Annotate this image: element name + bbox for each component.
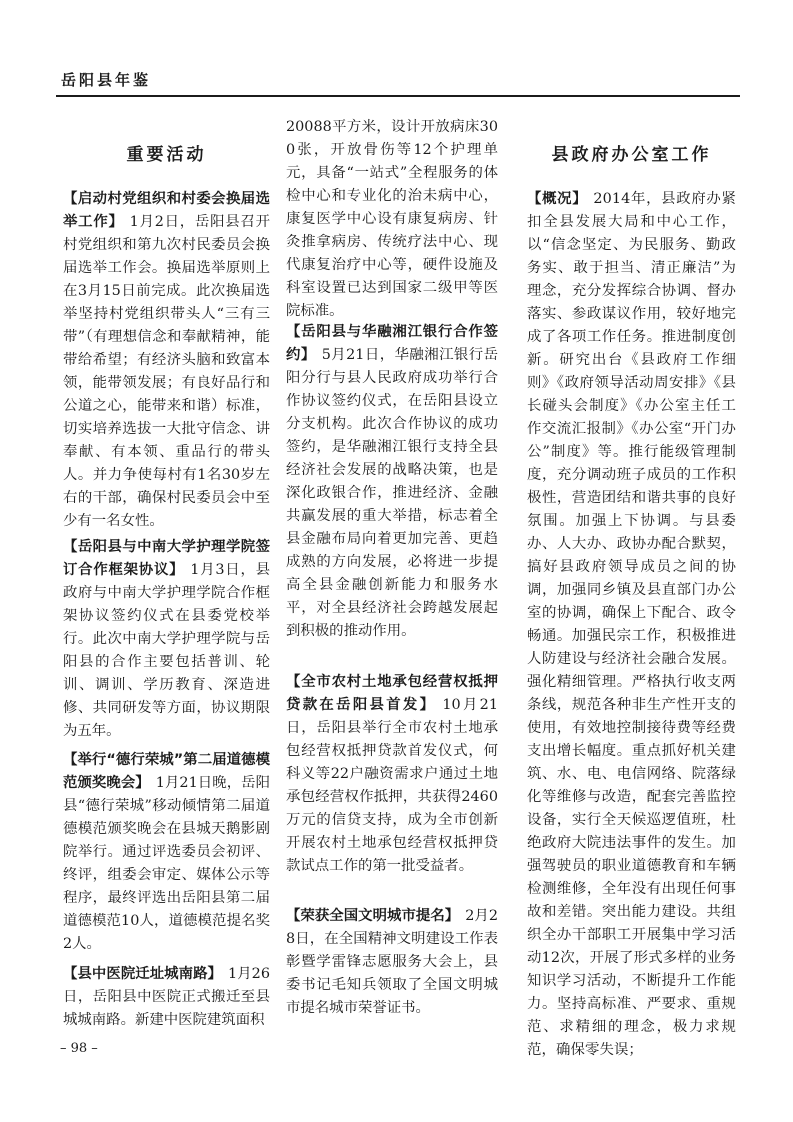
entry-body: 1月2日，岳阳县召开村党组织和第九次村民委员会换届选举工作会。换届选举原则上在3月15日前完成。此次换届选举坚持村党组织带头人“三有三带”（有理想信念和奉献精神，能带给希望；有经济头脑和致富本领，能带领发展；有良好品行和公道之心，能带来和谐）标准，切实培养选拔一大批守信念、讲奉献、有本领、重品行的带头人。并力争使每村有1名30岁左右的干部，确保村民委员会中至少有一名女性。 (63, 214, 270, 529)
entry-body: 1月3日，县政府与中南大学护理学院合作框架协议签约仪式在县委党校举行。此次中南大学护理学院与岳阳县的合作主要包括普训、轮训、调训、学历教育、深造进修、共同研发等方面，协议期限为五年。 (63, 562, 270, 739)
entry-nursing-school-agreement (63, 536, 270, 743)
entry-body: 2014年，县政府办紧扣全县发展大局和中心工作，以“信念坚定、为民服务、勤政务实、敢于担当、清正廉洁”为理念，充分发挥综合协调、督办落实、参政谋议作用，较好地完成了各项工作任务。推进制度创新。研究出台《县政府工作细则》《政府领导活动周安排》《县长碰头会制度》《办公室主任工作交流汇报制》《办公室“开门办公”制度》等。推行能级管理制度，充分调动班子成员的工作积极性，营造团结和谐共事的良好氛围。加强上下协调。与县委办、人大办、政协办配合默契，搞好县政府领导成员之间的协调，加强同乡镇及县直部门办公室的协调，确保上下配合、政令畅通。加强民宗工作，积极推进人防建设与经济社会融合发展。强化精细管理。严格执行收支两条线，规范各种非生产性开支的使用，有效地控制接待费等经费支出增长幅度。重点抓好机关建筑、水、电、电信网络、院落绿化等维修与改造，配套完善监控设备，实行全天候巡逻值班，杜绝政府大院违法事件的发生。加强驾驶员的职业道德教育和车辆检测维修，全年没有出现任何事故和差错。突出能力建设。共组织全办干部职工开展集中学习活动12次，开展了形式多样的业务知识学习活动，不断提升工作能力。坚持高标准、严要求、重规范、求精细的理念，极力求规范，确保零失误； (527, 191, 736, 1058)
entry-title: 【举行“德行荣城”第二届道德模范颁奖晚会】 (63, 752, 270, 791)
entry-office-overview (527, 188, 736, 1062)
entry-title: 【岳阳县与华融湘江银行合作签约】 (286, 324, 498, 363)
entry-title: 【全市农村土地承包经营权抵押贷款在岳阳县首发】 (286, 674, 498, 713)
entry-village-election (63, 188, 270, 533)
entry-title: 【县中医院迁址城南路】 (63, 966, 222, 982)
entry-tcm-hospital-relocation (63, 963, 270, 1032)
entry-bank-cooperation (286, 321, 498, 643)
entry-title: 【概况】 (527, 191, 588, 207)
entry-land-mortgage-loan (286, 671, 498, 878)
entry-tcm-hospital-relocation-continued (286, 116, 498, 323)
entry-civilized-city-nomination (286, 905, 498, 1020)
entry-body-continued: 20088平方米，设计开放病床300张，开放骨伤等12个护理单元，具备“一站式”全程服务的体检中心和专业化的治未病中心，康复医学中心设有康复病房、针灸推拿病房、传统疗法中心、现代康复治疗中心等，硬件设施及科室设置已达到国家二级甲等医院标准。 (286, 119, 498, 319)
entry-title: 【岳阳县与中南大学护理学院签订合作框架协议】 (63, 539, 270, 578)
section-heading-important-events: 重要活动 (126, 145, 207, 165)
entry-title: 【荣获全国文明城市提名】 (286, 908, 460, 924)
entry-body: 1月21日晚，岳阳县“德行荣城”移动倾情第二届道德模范颁奖晚会在县城天鹅影剧院举行。通过评选委员会初评、终评，组委会审定、媒体公示等程序，最终评选出岳阳县第二届道德模范10人，道德模范提名奖2人。 (63, 775, 270, 952)
running-header-title: 岳阳县年鉴 (61, 71, 152, 89)
entry-body: 1月26日，岳阳县中医院正式搬迁至县城城南路。新建中医院建筑面积 (63, 966, 270, 1028)
page-number: – 98 – (60, 1041, 98, 1056)
entry-body: 2月28日，在全国精神文明建设工作表彰暨学雷锋志愿服务大会上，县委书记毛知兵领取了全国文明城市提名城市荣誉证书。 (286, 908, 498, 1016)
header-rule (56, 95, 740, 97)
entry-body: 10月21日，岳阳县举行全市农村土地承包经营权抵押贷款首发仪式，何科义等22户融资需求户通过土地承包经营权作抵押，共获得2460万元的信贷支持，成为全市创新开展农村土地承包经营权抵押贷款试点工作的第一批受益者。 (286, 697, 498, 874)
section-heading-government-office: 县政府办公室工作 (551, 145, 712, 165)
entry-moral-model-gala (63, 749, 270, 956)
entry-body: 5月21日，华融湘江银行岳阳分行与县人民政府成功举行合作协议签约仪式，在岳阳县设立分支机构。此次合作协议的成功签约，是华融湘江银行支持全县经济社会发展的战略决策，也是深化政银合作，推进经济、金融共赢发展的重大举措，标志着全县金融布局向着更加完善、更趋成熟的方向发展，必将进一步提高全县金融创新能力和服务水平，对全县经济社会跨越发展起到积极的推动作用。 (286, 347, 498, 639)
entry-title: 【启动村党组织和村委会换届选举工作】 (63, 191, 270, 230)
